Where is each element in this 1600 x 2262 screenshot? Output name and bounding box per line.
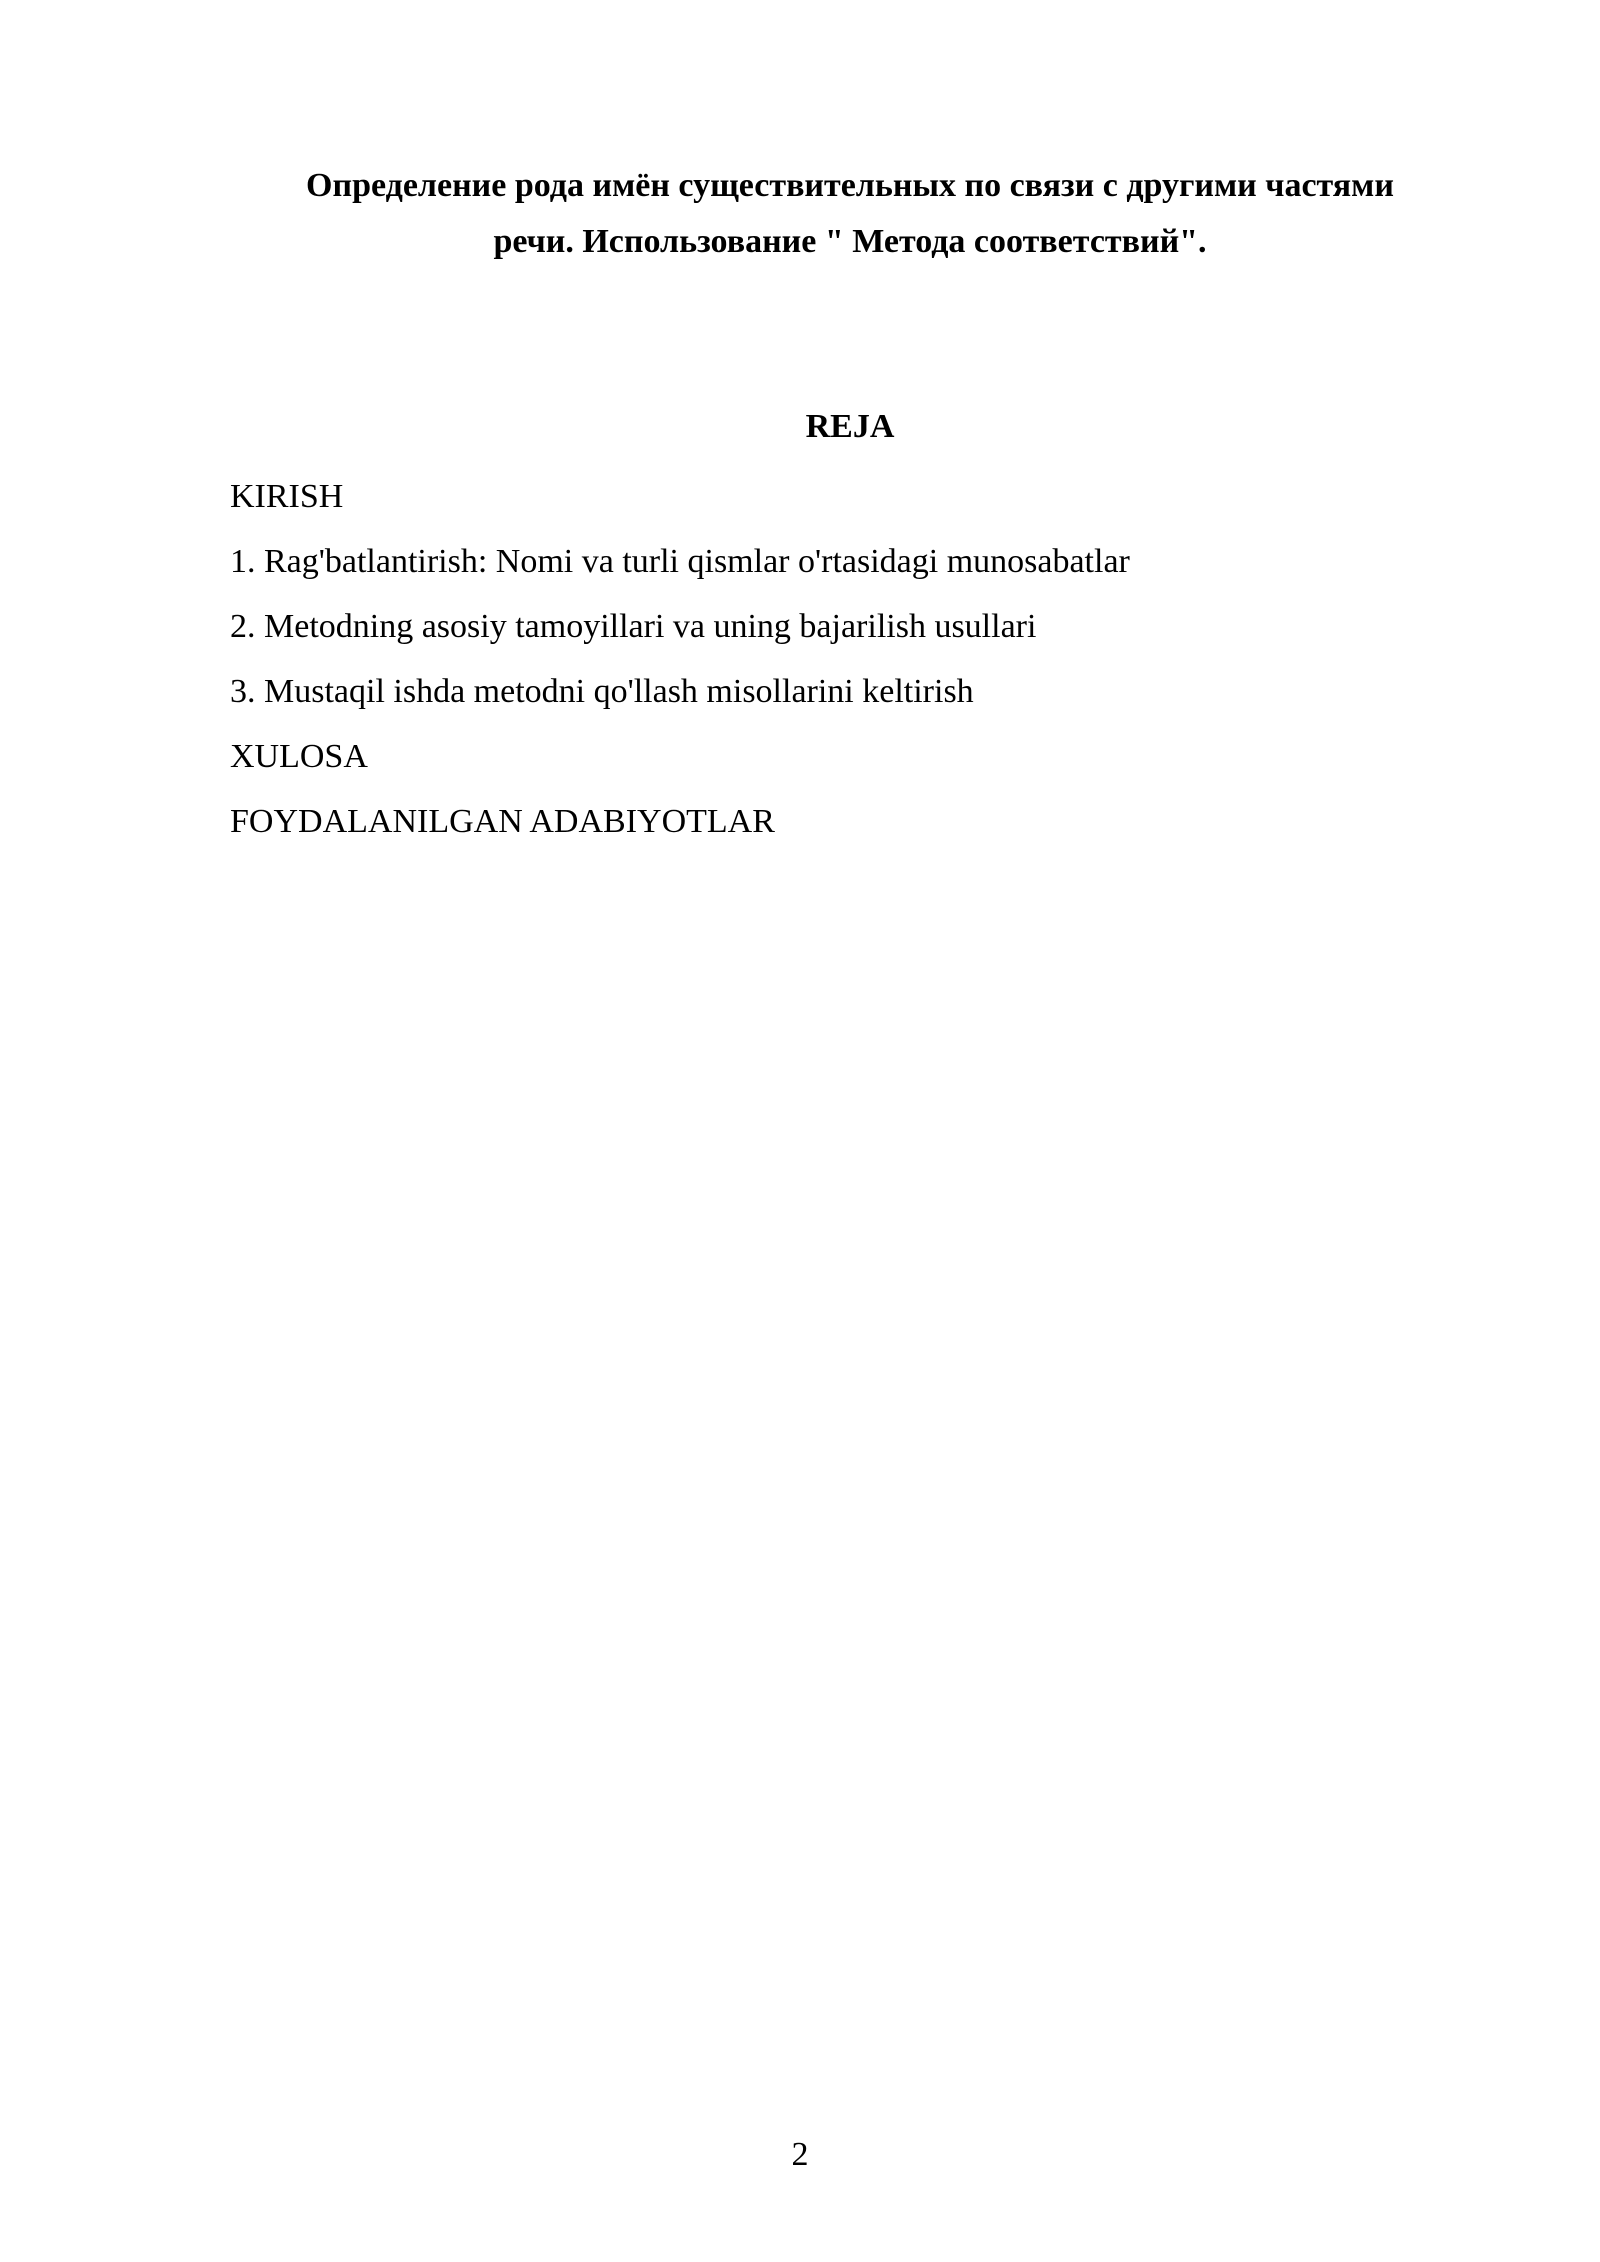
document-title [230, 158, 1470, 270]
plan-item-conclusion: XULOSA [230, 738, 368, 775]
page-number: 2 [791, 2136, 809, 2173]
plan-item-2: 2. Metodning asosiy tamoyillari va uning bajarilish usullari [230, 608, 1037, 645]
plan-list [230, 474, 1470, 864]
plan-item-introduction: KIRISH [230, 478, 344, 515]
plan-heading: REJA [805, 408, 895, 445]
plan-item-references: FOYDALANILGAN ADABIYOTLAR [230, 803, 775, 840]
document-title-line-1: Определение рода имён существительных по связи с другими частями [306, 167, 1394, 204]
document-title-line-2: речи. Использование " Метода соответствий". [493, 223, 1207, 260]
plan-item-3: 3. Mustaqil ishda metodni qo'llash misollarini keltirish [230, 673, 974, 710]
plan-item-1: 1. Rag'batlantirish: Nomi va turli qismlar o'rtasidagi munosabatlar [230, 543, 1130, 580]
